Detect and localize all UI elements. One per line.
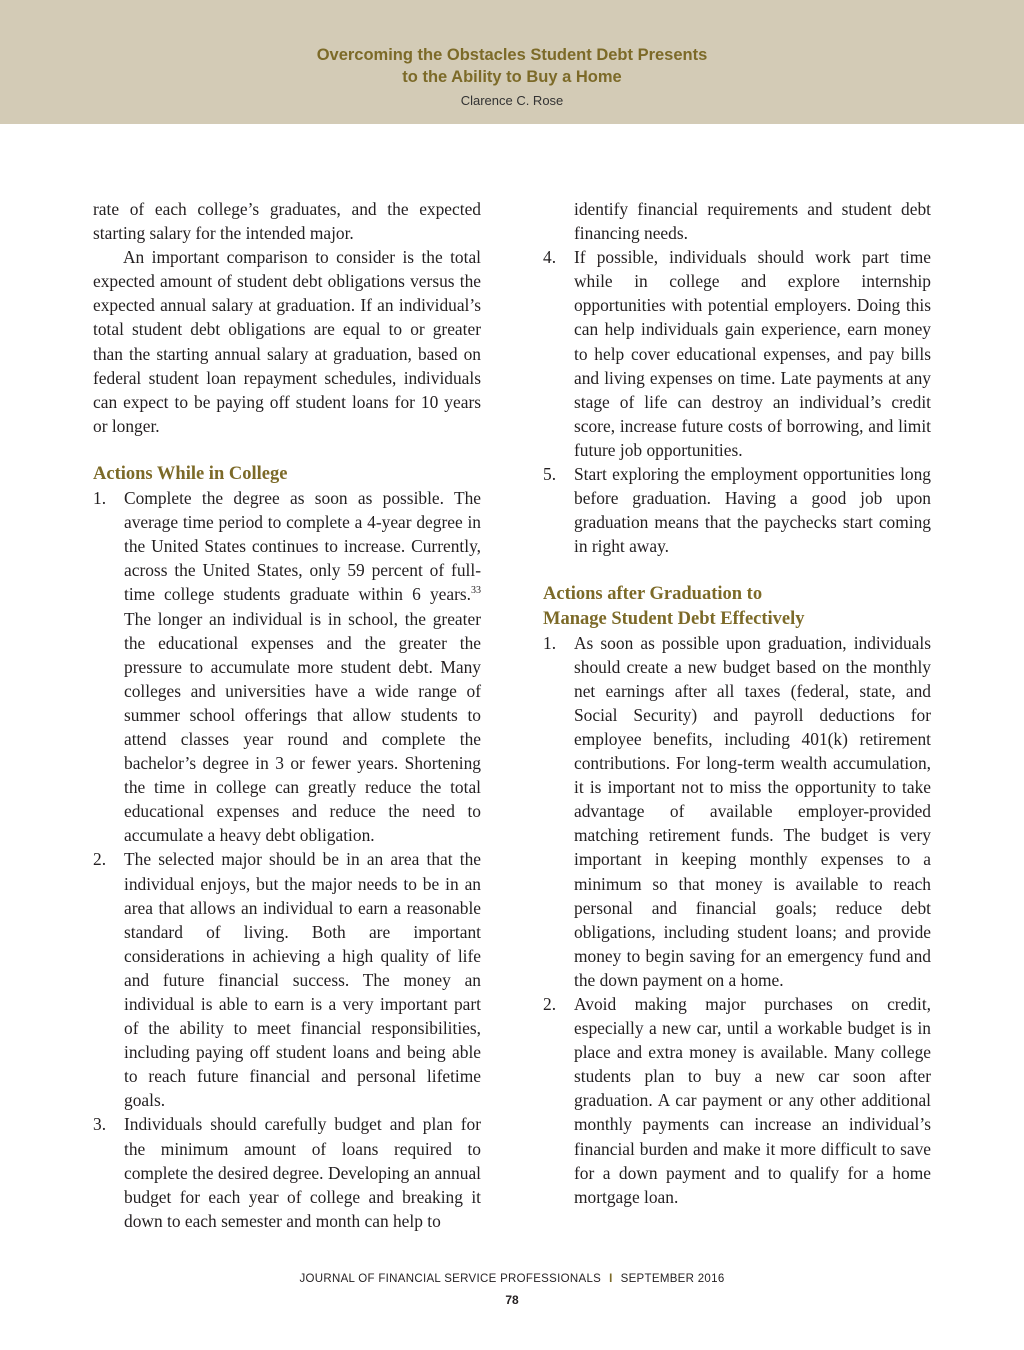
list-number: 2. bbox=[93, 849, 107, 870]
list-number: 1. bbox=[93, 488, 107, 509]
list-item bbox=[543, 992, 931, 1209]
header-banner bbox=[0, 0, 1024, 124]
section-heading-graduation bbox=[543, 582, 931, 630]
college-actions-list bbox=[93, 486, 481, 1233]
footnote-ref: 33 bbox=[471, 585, 481, 597]
paragraph: An important comparison to consider is the total expected amount of student debt obligations versus the expected annual salary at graduation. If an individual’s total student debt obligations are equal to or greater than the starting annual salary at graduation, based on federal student loan repayment schedules, individuals can expect to be paying off student loans for 10 years or longer. bbox=[93, 247, 481, 436]
list-text: The longer an individual is in school, the greater the educational expenses and the greater the pressure to accumulate more student debt. Many colleges and universities have a wide range of summer school offerings that allow students to attend classes year round and complete the bachelor’s degree in 3 or fewer years. Shortening the time in college can greatly reduce the total educational expenses and reduce the need to accumulate a heavy debt obligation. bbox=[124, 608, 481, 846]
list-text: The selected major should be in an area that the individual enjoys, but the major needs to be in an area that allows an individual to earn a reasonable standard of living. Both are important considerations in achieving a high quality of life and future financial success. The money an individual is able to earn is a very important part of the ability to meet financial responsibilities, including paying off student loans and being able to reach future financial and personal lifetime goals. bbox=[124, 849, 481, 1111]
list-text: Start exploring the employment opportunities long before graduation. Having a good job upon graduation means that the paychecks start coming in right away. bbox=[574, 464, 931, 557]
list-item bbox=[93, 847, 481, 1112]
right-column bbox=[543, 197, 931, 1209]
footer-separator: I bbox=[609, 1273, 613, 1285]
list-text: As soon as possible upon graduation, individuals should create a new budget based on the monthly net earnings after all taxes (federal, state, and Social Security) and payroll deductions for employee benefits, including 401(k) retirement contributions. For long-term wealth accumulation, it is important not to miss the opportunity to take advantage of available employer-provided matching retirement funds. The budget is very important in keeping monthly expenses to a minimum so that money is available to reach personal and financial goals; reduce debt obligations, including student loans; and provide money to begin saving for an emergency fund and the down payment on a home. bbox=[574, 632, 931, 990]
list-number: 2. bbox=[543, 994, 557, 1014]
article-title-line-1: Overcoming the Obstacles Student Debt Presents bbox=[316, 46, 708, 64]
list-number: 1. bbox=[543, 632, 557, 653]
author-name: Clarence C. Rose bbox=[460, 93, 564, 108]
list-text: If possible, individuals should work part time while in college and explore internship opportunities with potential employers. Doing this can help individuals gain experience, earn money to help cover educational expenses, and pay bills and living expenses on time. Late payments at any stage of life can destroy an individual’s credit score, increase future costs of borrowing, and limit future job opportunities. bbox=[574, 247, 931, 460]
page-number: 78 bbox=[505, 1293, 519, 1307]
heading-line-2: Manage Student Debt Effectively bbox=[543, 608, 805, 629]
list-number: 3. bbox=[93, 1114, 107, 1135]
article-title-line-2: to the Ability to Buy a Home bbox=[402, 68, 622, 86]
list-text: Individuals should carefully budget and plan for the minimum amount of loans required to complete the desired degree. Developing an annual budget for each year of college and breaking it down to each semester and month can help to bbox=[124, 1114, 481, 1231]
graduation-actions-list bbox=[543, 631, 931, 1209]
page-footer bbox=[0, 1271, 1024, 1287]
list-item bbox=[543, 462, 931, 558]
college-actions-list-continued bbox=[543, 197, 931, 558]
heading-line-1: Actions after Graduation to bbox=[543, 584, 763, 605]
paragraph: rate of each college’s graduates, and the expected starting salary for the intended major. bbox=[93, 199, 481, 244]
list-item bbox=[543, 245, 931, 462]
list-text: identify financial requirements and student debt financing needs. bbox=[574, 199, 931, 244]
list-item bbox=[93, 486, 481, 847]
list-number: 5. bbox=[543, 464, 557, 485]
journal-name: JOURNAL OF FINANCIAL SERVICE PROFESSIONALS bbox=[299, 1273, 602, 1285]
issue-date: SEPTEMBER 2016 bbox=[620, 1273, 725, 1285]
list-text: Complete the degree as soon as possible. The average time period to complete a 4-year degree in the United States continues to increase. Currently, across the United States, only 59 percent of full-time college students graduate within 6 years. bbox=[124, 488, 481, 605]
list-text: Avoid making major purchases on credit, especially a new car, until a workable budget is in place and extra money is available. Many college students plan to buy a new car soon after graduation. A car payment or any other additional monthly payments can increase an individual’s financial burden and make it more difficult to save for a down payment and to qualify for a home mortgage loan. bbox=[574, 994, 931, 1207]
list-item-continued bbox=[543, 197, 931, 245]
list-item bbox=[93, 1112, 481, 1232]
section-heading-college: Actions While in College bbox=[93, 463, 288, 484]
list-item bbox=[543, 631, 931, 992]
left-column bbox=[93, 197, 481, 1233]
list-number: 4. bbox=[543, 247, 557, 268]
